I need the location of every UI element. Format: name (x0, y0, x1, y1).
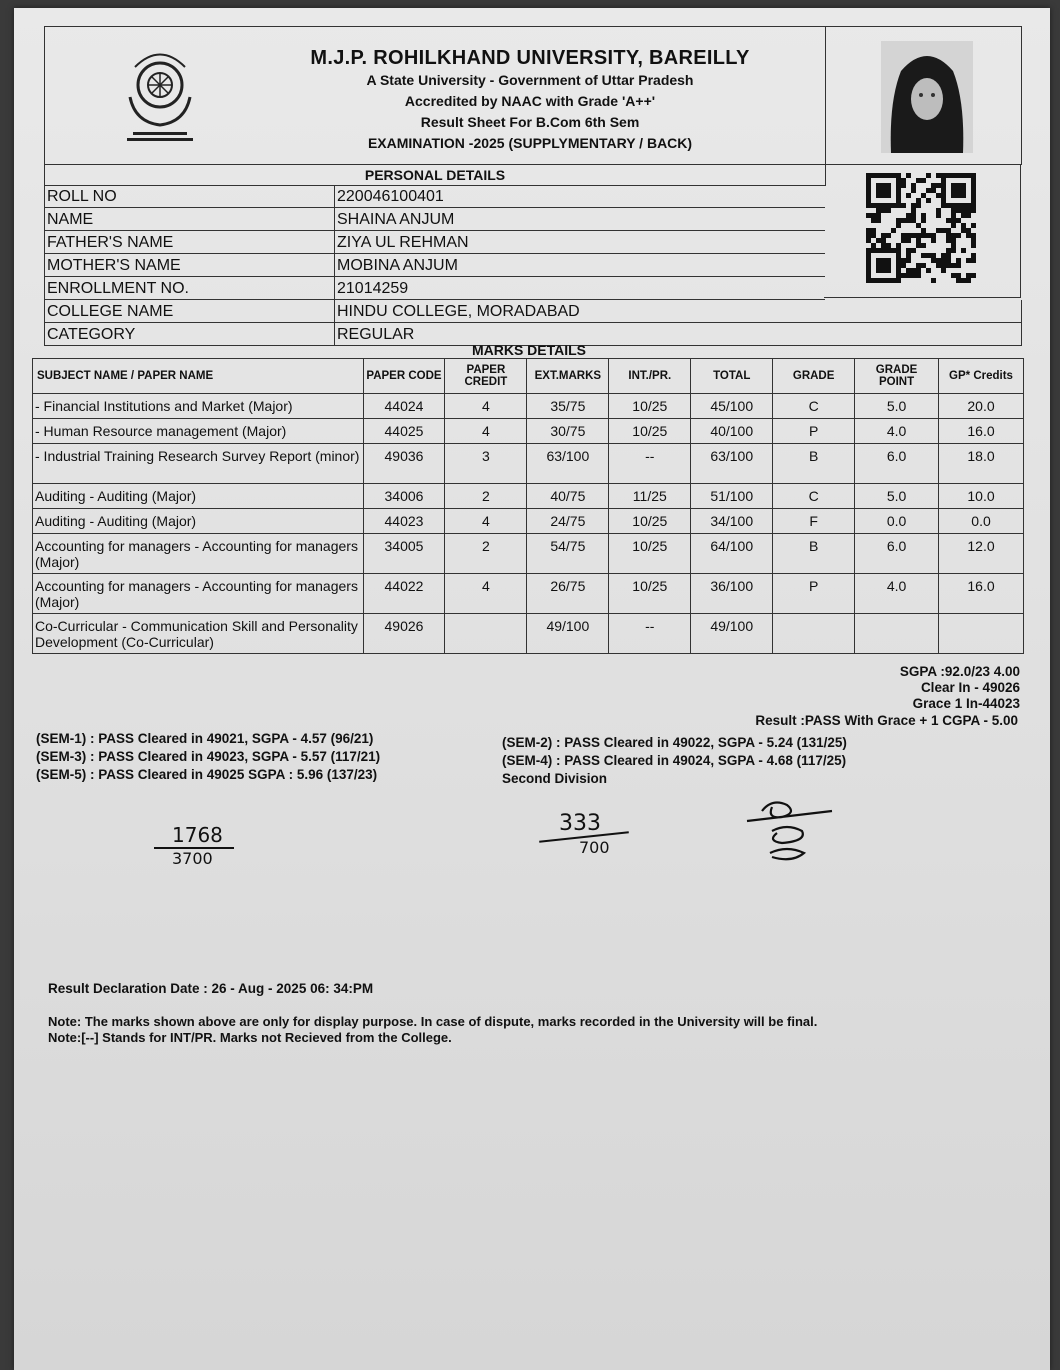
name-value: SHAINA ANJUM (337, 211, 455, 228)
cell-grade-point: 4.0 (855, 419, 939, 444)
enrollment-value: 21014259 (337, 280, 409, 297)
cell-int-pr: 10/25 (609, 534, 691, 574)
cell-paper-code: 44022 (363, 574, 445, 614)
mother-value: MOBINA ANJUM (337, 257, 458, 274)
table-row (33, 614, 1024, 654)
cell-int-pr: 10/25 (609, 394, 691, 419)
cell-ext-marks: 30/75 (527, 419, 609, 444)
col-grade-point: GRADE POINT (855, 359, 939, 394)
cell-paper-code: 44024 (363, 394, 445, 419)
category-value: REGULAR (337, 326, 415, 343)
cell-grade: P (773, 574, 855, 614)
handwritten-note-2-top: 333 (559, 811, 601, 836)
sem-odd-results (36, 730, 380, 784)
col-paper-credit: PAPER CREDIT (445, 359, 527, 394)
note-1: Note: The marks shown above are only for display purpose. In case of dispute, marks recorded in the University will be final. (48, 1014, 818, 1029)
sem-even-results (502, 734, 847, 788)
sem2-result: (SEM-2) : PASS Cleared in 49022, SGPA - 5.24 (131/25) (502, 735, 847, 750)
col-paper-code: PAPER CODE (363, 359, 445, 394)
cell-grade: B (773, 534, 855, 574)
cell-total: 49/100 (691, 614, 773, 654)
personal-row-father (44, 231, 825, 254)
student-photo (881, 41, 973, 153)
signature-scribble (742, 793, 842, 863)
cell-paper-code: 34005 (363, 534, 445, 574)
cell-paper-credit: 4 (445, 419, 527, 444)
cell-grade-point: 5.0 (855, 394, 939, 419)
sem4-result: (SEM-4) : PASS Cleared in 49024, SGPA - 4.68 (117/25) (502, 753, 847, 768)
personal-row-mother (44, 254, 825, 277)
cell-int-pr: 11/25 (609, 484, 691, 509)
cell-subject: - Industrial Training Research Survey Report (minor) (33, 444, 364, 484)
cell-subject: Co-Curricular - Communication Skill and Personality Development (Co-Curricular) (33, 614, 364, 654)
cell-gp-credits (939, 614, 1024, 654)
col-subject: SUBJECT NAME / PAPER NAME (33, 359, 364, 394)
cell-subject: Auditing - Auditing (Major) (33, 484, 364, 509)
cell-grade: C (773, 394, 855, 419)
cell-grade: P (773, 419, 855, 444)
header (44, 26, 1022, 165)
cell-grade: C (773, 484, 855, 509)
table-row (33, 419, 1024, 444)
table-row (33, 394, 1024, 419)
roll-label: ROLL NO (47, 188, 117, 205)
handwritten-note-2 (559, 811, 629, 857)
marks-details-title: MARKS DETAILS (471, 342, 587, 358)
cell-paper-credit: 4 (445, 509, 527, 534)
cell-paper-credit: 3 (445, 444, 527, 484)
personal-row-roll (44, 185, 825, 208)
cell-int-pr: 10/25 (609, 509, 691, 534)
sem1-result: (SEM-1) : PASS Cleared in 49021, SGPA - 4.57 (96/21) (36, 731, 374, 746)
cell-total: 36/100 (691, 574, 773, 614)
cell-paper-credit: 2 (445, 484, 527, 509)
sgpa-text: SGPA :92.0/23 4.00 (899, 664, 1020, 679)
cell-paper-credit: 2 (445, 534, 527, 574)
marks-table (32, 358, 1024, 654)
personal-row-college (44, 300, 1022, 323)
cell-subject: Accounting for managers - Accounting for managers (Major) (33, 534, 364, 574)
cell-ext-marks: 26/75 (527, 574, 609, 614)
header-line-3: Result Sheet For B.Com 6th Sem (420, 114, 640, 130)
marks-header-row (33, 359, 1024, 394)
cell-int-pr: 10/25 (609, 574, 691, 614)
sgpa-summary (900, 664, 1020, 712)
cell-gp-credits: 16.0 (939, 419, 1024, 444)
cell-ext-marks: 63/100 (527, 444, 609, 484)
cell-ext-marks: 49/100 (527, 614, 609, 654)
cell-paper-code: 49026 (363, 614, 445, 654)
handwritten-note-1 (172, 823, 234, 868)
handwritten-note-2-bottom: 700 (579, 838, 610, 857)
cell-total: 40/100 (691, 419, 773, 444)
sem3-result: (SEM-3) : PASS Cleared in 49023, SGPA - 5.57 (117/21) (36, 749, 381, 764)
cell-ext-marks: 40/75 (527, 484, 609, 509)
university-logo-icon (105, 37, 215, 147)
name-label: NAME (47, 211, 94, 228)
cell-gp-credits: 0.0 (939, 509, 1024, 534)
college-value: HINDU COLLEGE, MORADABAD (337, 303, 580, 320)
cell-total: 51/100 (691, 484, 773, 509)
col-grade: GRADE (773, 359, 855, 394)
note-2: Note:[--] Stands for INT/PR. Marks not Recieved from the College. (48, 1030, 452, 1045)
col-ext-marks: EXT.MARKS (527, 359, 609, 394)
cell-total: 64/100 (691, 534, 773, 574)
cell-gp-credits: 18.0 (939, 444, 1024, 484)
result-declaration-date: Result Declaration Date : 26 - Aug - 2025 06: 34:PM (48, 981, 374, 996)
cell-paper-code: 34006 (363, 484, 445, 509)
table-row (33, 484, 1024, 509)
result-text: Result :PASS With Grace + 1 CGPA - 5.00 (755, 713, 1018, 728)
father-value: ZIYA UL REHMAN (337, 234, 469, 251)
university-name: M.J.P. ROHILKHAND UNIVERSITY, BAREILLY (310, 47, 750, 69)
cell-paper-code: 44023 (363, 509, 445, 534)
personal-row-name (44, 208, 825, 231)
cell-paper-code: 49036 (363, 444, 445, 484)
table-row (33, 444, 1024, 484)
col-gp-credits: GP* Credits (939, 359, 1024, 394)
sem5-result: (SEM-5) : PASS Cleared in 49025 SGPA : 5.96 (137/23) (36, 767, 378, 782)
result-sheet (14, 8, 1050, 1370)
cell-subject: - Human Resource management (Major) (33, 419, 364, 444)
cell-int-pr: -- (609, 614, 691, 654)
category-label: CATEGORY (47, 326, 136, 343)
cell-gp-credits: 20.0 (939, 394, 1024, 419)
table-row (33, 574, 1024, 614)
cell-grade-point: 5.0 (855, 484, 939, 509)
college-label: COLLEGE NAME (47, 303, 174, 320)
header-line-2: Accredited by NAAC with Grade 'A++' (404, 93, 656, 109)
cell-gp-credits: 12.0 (939, 534, 1024, 574)
mother-label: MOTHER'S NAME (47, 257, 181, 274)
roll-value: 220046100401 (337, 188, 444, 205)
cell-ext-marks: 24/75 (527, 509, 609, 534)
photo-box (825, 27, 1022, 165)
cell-ext-marks: 35/75 (527, 394, 609, 419)
grace-text: Grace 1 In-44023 (912, 696, 1020, 711)
personal-row-enrollment (44, 277, 825, 300)
cell-gp-credits: 10.0 (939, 484, 1024, 509)
cell-subject: Auditing - Auditing (Major) (33, 509, 364, 534)
cell-paper-credit: 4 (445, 394, 527, 419)
table-row (33, 509, 1024, 534)
cell-grade-point: 6.0 (855, 534, 939, 574)
handwritten-note-1-bottom: 3700 (172, 849, 213, 868)
cell-paper-credit (445, 614, 527, 654)
personal-details-title: PERSONAL DETAILS (44, 164, 826, 186)
col-total: TOTAL (691, 359, 773, 394)
cell-total: 45/100 (691, 394, 773, 419)
cell-grade (773, 614, 855, 654)
cell-total: 34/100 (691, 509, 773, 534)
qr-box (824, 164, 1021, 298)
cell-ext-marks: 54/75 (527, 534, 609, 574)
cell-total: 63/100 (691, 444, 773, 484)
cell-grade-point: 0.0 (855, 509, 939, 534)
header-line-1: A State University - Government of Uttar Pradesh (366, 72, 694, 88)
cell-grade: B (773, 444, 855, 484)
cell-gp-credits: 16.0 (939, 574, 1024, 614)
father-label: FATHER'S NAME (47, 234, 174, 251)
cell-grade: F (773, 509, 855, 534)
cell-int-pr: -- (609, 444, 691, 484)
cell-subject: - Financial Institutions and Market (Major) (33, 394, 364, 419)
cell-paper-code: 44025 (363, 419, 445, 444)
cell-grade-point (855, 614, 939, 654)
cell-grade-point: 6.0 (855, 444, 939, 484)
header-line-4: EXAMINATION -2025 (SUPPLYMENTARY / BACK) (367, 135, 693, 151)
qr-code-icon (866, 173, 976, 283)
table-row (33, 534, 1024, 574)
cell-paper-credit: 4 (445, 574, 527, 614)
col-int-pr: INT./PR. (609, 359, 691, 394)
division-text: Second Division (502, 771, 608, 786)
cell-grade-point: 4.0 (855, 574, 939, 614)
handwritten-note-1-top: 1768 (172, 823, 223, 847)
enrollment-label: ENROLLMENT NO. (47, 280, 189, 297)
clear-in-text: Clear In - 49026 (920, 680, 1020, 695)
cell-int-pr: 10/25 (609, 419, 691, 444)
cell-subject: Accounting for managers - Accounting for managers (Major) (33, 574, 364, 614)
